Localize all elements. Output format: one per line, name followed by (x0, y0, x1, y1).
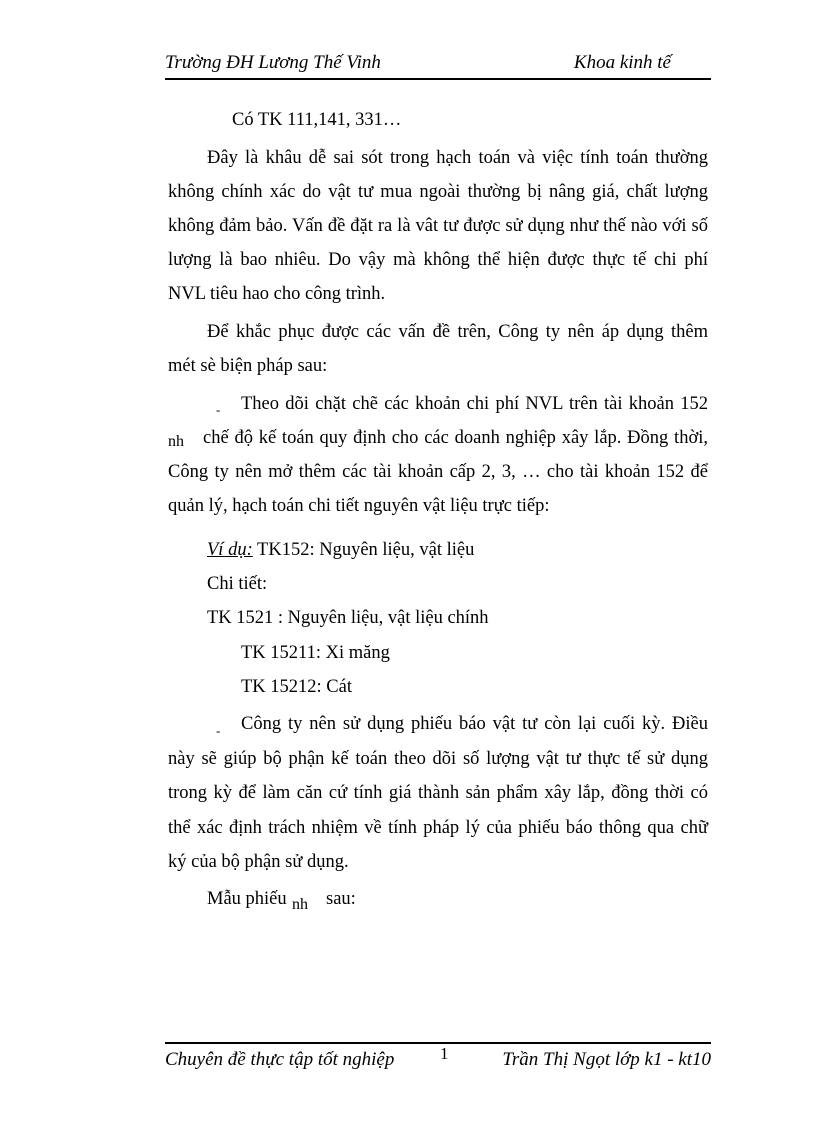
page-number: 1 (440, 1044, 449, 1063)
nh-fragment: nh (168, 433, 184, 450)
text-line: chế độ kế toán quy định cho các doanh nghiệp xây lắp. Đồng thời, (203, 428, 708, 448)
text-line: trong kỳ để làm căn cứ tính giá thành sản phẩm xây lắp, đồng thời có (168, 783, 708, 803)
text-line: Công ty nên mở thêm các tài khoản cấp 2, 3, … cho tài khoản 152 để (168, 462, 708, 482)
page-header (165, 52, 711, 80)
footer-author: Trần Thị Ngọt lớp k1 - kt10 (502, 1049, 711, 1070)
text-line: không chính xác do vật tư mua ngoài thường bị nâng giá, chất lượng (168, 182, 708, 202)
text-line: Có TK 111,141, 331… (232, 110, 402, 130)
text-line: Theo dõi chặt chẽ các khoản chi phí NVL trên tài khoản 152 (241, 394, 708, 414)
text-line: TK 15212: Cát (241, 677, 352, 697)
text-line: Đây là khâu dễ sai sót trong hạch toán và việc tính toán thường (207, 148, 708, 168)
text-line: sau: (326, 889, 356, 909)
text-line: Mẫu phiếu (207, 889, 287, 909)
text-line: Chi tiết: (207, 574, 268, 594)
example-line (207, 540, 474, 561)
text-line: này sẽ giúp bộ phận kế toán theo dõi số lượng vật tư thực tế sử dụng (168, 749, 708, 769)
header-faculty: Khoa kinh tế (573, 52, 671, 73)
example-label: Ví dụ: (207, 540, 253, 560)
text-line: lượng là bao nhiêu. Do vậy mà không thể hiện được thực tế chi phí (168, 250, 708, 270)
text-line: ký của bộ phận sử dụng. (168, 852, 349, 872)
text-line: thể xác định trách nhiệm về tính pháp lý của phiếu báo thông qua chữ (168, 818, 708, 838)
nh-fragment: nh (292, 896, 308, 913)
page-footer (165, 1042, 711, 1074)
bullet-dash: - (216, 723, 221, 738)
text-line: không đảm bảo. Vấn đề đặt ra là vât tư được sử dụng như thế nào với số (168, 216, 708, 236)
text-line: Công ty nên sử dụng phiếu báo vật tư còn lại cuối kỳ. Điều (241, 714, 708, 734)
text-line: TK 1521 : Nguyên liệu, vật liệu chính (207, 608, 489, 628)
text-line: quản lý, hạch toán chi tiết nguyên vật liệu trực tiếp: (168, 496, 550, 516)
header-university: Trường ĐH Lương Thế Vinh (165, 52, 381, 73)
text-line: mét sè biện pháp sau: (168, 356, 328, 376)
example-text: TK152: Nguyên liệu, vật liệu (257, 540, 475, 560)
text-line: TK 15211: Xi măng (241, 643, 390, 663)
footer-title: Chuyên đề thực tập tốt nghiệp (165, 1049, 395, 1070)
text-line: Để khắc phục được các vấn đề trên, Công ty nên áp dụng thêm (207, 322, 708, 342)
bullet-dash: - (216, 402, 221, 417)
text-line: NVL tiêu hao cho công trình. (168, 284, 386, 304)
